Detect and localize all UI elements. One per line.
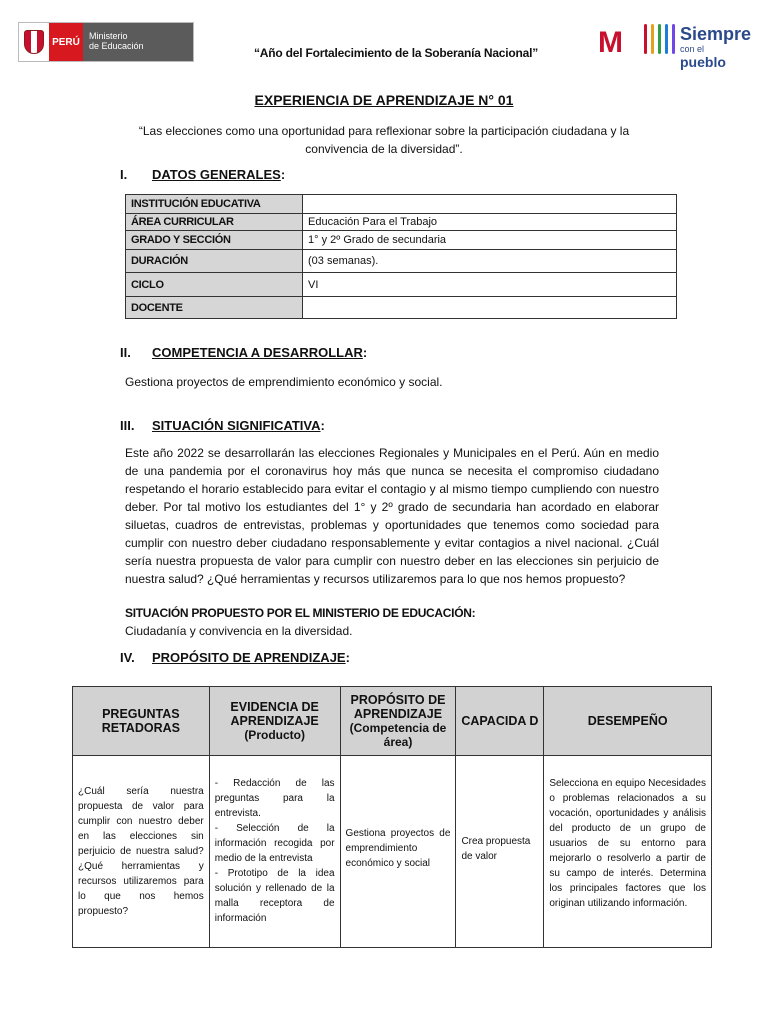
page-header — [18, 22, 752, 70]
table-header-row — [73, 687, 712, 756]
section-heading-situacion: III. SITUACIÓN SIGNIFICATIVA: — [120, 418, 325, 433]
table-row — [73, 756, 712, 948]
minedu-logo — [18, 22, 194, 62]
col-preguntas: PREGUNTAS RETADORAS — [73, 687, 210, 756]
ministry-label: Ministerio de Educación — [83, 23, 193, 61]
proposito-table — [72, 686, 712, 948]
year-motto: “Año del Fortalecimiento de la Soberanía Nacional” — [254, 46, 539, 60]
section-heading-datos: I. DATOS GENERALES: — [120, 167, 286, 182]
page-title: EXPERIENCIA DE APRENDIZAJE N° 01 — [254, 92, 514, 108]
logo-m-icon: M — [598, 26, 620, 59]
logo-text-sub: con el pueblo — [680, 44, 726, 70]
datos-generales-table — [125, 194, 677, 319]
table-row: INSTITUCIÓN EDUCATIVA — [126, 195, 677, 214]
table-row: DURACIÓN (03 semanas). — [126, 250, 677, 273]
page-subtitle: “Las elecciones como una oportunidad para reflexionar sobre la participación ciudadana y la convivencia de la diversidad”. — [138, 124, 630, 156]
minedu-text: Ciudadanía y convivencia en la diversidad. — [125, 624, 353, 638]
cell-desempeno: Selecciona en equipo Necesidades o problemas relacionados a su vocación, oportunidades y análisis del producto de un grupo de usuarios de su entorno para mejorarlo o resolverlo a partir de su campo de interés. Determina los principales factores que los originan utilizando información. — [544, 756, 712, 948]
table-row: ÁREA CURRICULAR Educación Para el Trabajo — [126, 214, 677, 231]
col-capacidad: CAPACIDA D — [456, 687, 544, 756]
section-heading-competencia: II. COMPETENCIA A DESARROLLAR: — [120, 345, 368, 360]
logo-text-main: Siempre — [680, 24, 752, 44]
competencia-text: Gestiona proyectos de emprendimiento económico y social. — [125, 375, 443, 389]
table-row: DOCENTE — [126, 297, 677, 319]
cell-evidencia: - Redacción de las preguntas para la entrevista. - Selección de la información recogida por medio de la entrevista - Prototipo de la idea solución y rellenado de la malla receptora de información — [209, 756, 340, 948]
logo-bars-icon — [642, 24, 678, 56]
cell-competencia: Gestiona proyectos de emprendimiento económico y social — [340, 756, 456, 948]
col-desempeno: DESEMPEÑO — [544, 687, 712, 756]
table-row: GRADO Y SECCIÓN 1° y 2º Grado de secundaria — [126, 231, 677, 250]
siempre-con-el-pueblo-logo — [598, 22, 752, 70]
minedu-heading: SITUACIÓN PROPUESTO POR EL MINISTERIO DE EDUCACIÓN: — [125, 606, 476, 620]
col-evidencia: EVIDENCIA DE APRENDIZAJE (Producto) — [209, 687, 340, 756]
section-heading-proposito: IV. PROPÓSITO DE APRENDIZAJE: — [120, 650, 350, 665]
cell-preguntas: ¿Cuál sería nuestra propuesta de valor para cumplir con nuestro deber en las elecciones sin perjuicio de nuestra salud? ¿Qué herramientas y recursos utilizaremos para lo que nos hemos propuesto? — [73, 756, 210, 948]
cell-capacidad: Crea propuesta de valor — [456, 756, 544, 948]
table-row: CICLO VI — [126, 273, 677, 297]
situacion-text: Este año 2022 se desarrollarán las elecciones Regionales y Municipales en el Perú. Aún en medio de una pandemia por el coronavirus hoy más que nunca se necesita el compromiso ciudadano respetando el horario establecido para evitar el contagio y al mismo tiempo cumpliendo con nuestro deber. Por tal motivo los estudiantes del 1° y 2º grado de secundaria han acordado en elaborar siluetas, cuadros de entrevistas, problemas y oportunidades que tenemos como sociedad para cumplir con nuestro deber ciudadano responsablemente y evitar contagios a nivel nacional. ¿Cuál sería nuestra propuesta de valor para cumplir con nuestro deber en las elecciones sin perjuicio de nuestra salud? ¿Qué herramientas y recursos utilizaremos para lo que nos hemos propuesto? — [125, 446, 659, 586]
col-proposito: PROPÓSITO DE APRENDIZAJE (Competencia de área) — [340, 687, 456, 756]
peru-shield-icon — [19, 23, 49, 61]
peru-label: PERÚ — [49, 23, 83, 61]
